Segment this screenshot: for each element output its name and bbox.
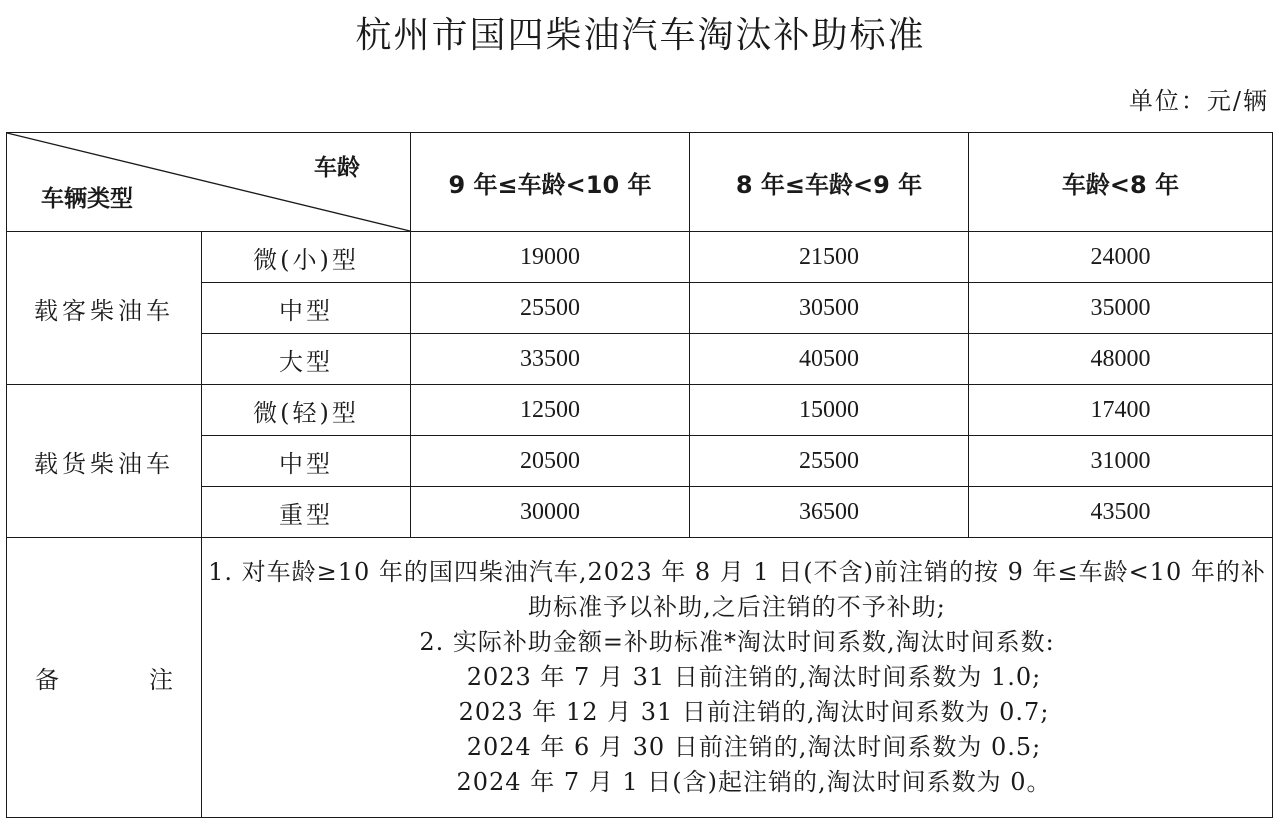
table-header-row [7, 133, 1273, 232]
subsidy-value: 31000 [969, 436, 1273, 487]
vehicle-size-label: 大型 [202, 334, 411, 385]
age-axis-label: 车龄 [314, 155, 360, 181]
diagonal-header-cell [7, 133, 411, 232]
vehicle-size-label: 中型 [202, 283, 411, 334]
subsidy-value: 19000 [411, 232, 690, 283]
column-header: 8 年≤车龄<9 年 [690, 133, 969, 232]
subsidy-value: 25500 [690, 436, 969, 487]
subsidy-value: 17400 [969, 385, 1273, 436]
vehicle-size-label: 微(轻)型 [202, 385, 411, 436]
subsidy-value: 30000 [411, 487, 690, 538]
subsidy-value: 33500 [411, 334, 690, 385]
subsidy-value: 20500 [411, 436, 690, 487]
notes-row [7, 538, 1273, 818]
group-label-passenger: 载客柴油车 [7, 232, 202, 385]
notes-label-left: 备 [35, 666, 59, 694]
notes-body [202, 538, 1273, 818]
subsidy-value: 43500 [969, 487, 1273, 538]
subsidy-value: 25500 [411, 283, 690, 334]
subsidy-value: 40500 [690, 334, 969, 385]
note-line: 1. 对车龄≥10 年的国四柴油汽车,2023 年 8 月 1 日(不含)前注销的按 9 年≤车龄<10 年的补助标准予以补助,之后注销的不予补助; [208, 558, 1266, 621]
subsidy-value: 35000 [969, 283, 1273, 334]
vehicle-size-label: 微(小)型 [202, 232, 411, 283]
note-line: 2024 年 7 月 1 日(含)起注销的,淘汰时间系数为 0。 [456, 768, 1052, 796]
column-header: 车龄<8 年 [969, 133, 1273, 232]
vehicle-size-label: 重型 [202, 487, 411, 538]
subsidy-value: 15000 [690, 385, 969, 436]
table-row [7, 385, 1273, 436]
vehicle-type-axis-label: 车辆类型 [41, 186, 133, 212]
subsidy-value: 12500 [411, 385, 690, 436]
notes-label-right: 注 [149, 666, 173, 694]
unit-label: 单位：元/辆 [1128, 87, 1269, 115]
subsidy-table [6, 132, 1273, 818]
group-label-freight: 载货柴油车 [7, 385, 202, 538]
page-title: 杭州市国四柴油汽车淘汰补助标准 [355, 15, 926, 56]
column-header: 9 年≤车龄<10 年 [411, 133, 690, 232]
note-line: 2023 年 12 月 31 日前注销的,淘汰时间系数为 0.7; [458, 698, 1050, 726]
note-line: 2. 实际补助金额=补助标准*淘汰时间系数,淘汰时间系数: [419, 628, 1055, 656]
notes-label-cell [7, 538, 202, 818]
note-line: 2023 年 7 月 31 日前注销的,淘汰时间系数为 1.0; [466, 663, 1042, 691]
subsidy-value: 36500 [690, 487, 969, 538]
table-row [7, 232, 1273, 283]
subsidy-value: 21500 [690, 232, 969, 283]
subsidy-value: 24000 [969, 232, 1273, 283]
note-line: 2024 年 6 月 30 日前注销的,淘汰时间系数为 0.5; [466, 733, 1042, 761]
vehicle-size-label: 中型 [202, 436, 411, 487]
subsidy-value: 30500 [690, 283, 969, 334]
subsidy-value: 48000 [969, 334, 1273, 385]
